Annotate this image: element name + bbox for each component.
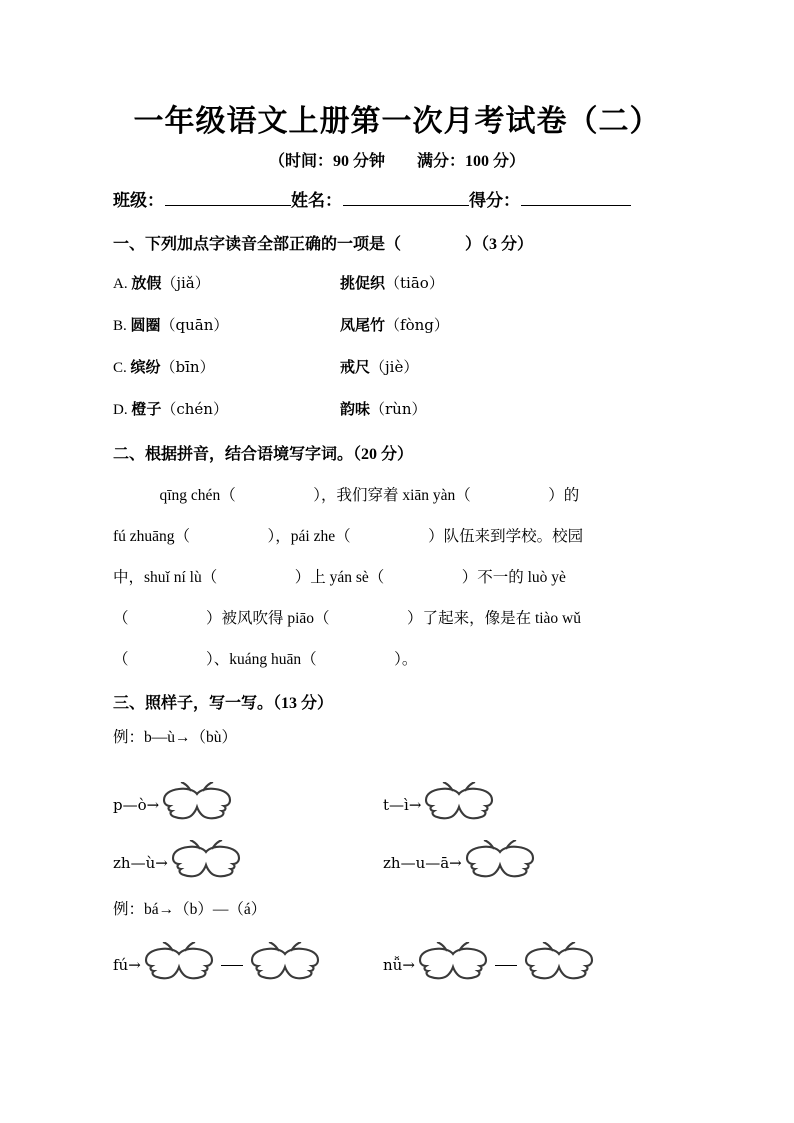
score-field-blank[interactable] bbox=[521, 205, 631, 206]
option-d-right-word: 韵味 bbox=[340, 402, 371, 418]
section2-line-4[interactable]: （ ）被风吹得 piāo（ ）了起来，像是在 tiào wǔ bbox=[113, 610, 581, 627]
option-d[interactable] bbox=[113, 398, 228, 419]
section2-line-5[interactable]: （ ）、kuáng huān（ ）。 bbox=[113, 651, 418, 668]
section2-line-2[interactable]: fú zhuāng（ ），pái zhe（ ）队伍来到学校。校园 bbox=[113, 528, 584, 545]
write-item-zhu[interactable] bbox=[113, 840, 242, 886]
option-b-key: B. bbox=[113, 318, 127, 334]
write-item-zhua-lead: zh—u—ā→ bbox=[383, 854, 462, 872]
page-title: 一年级语文上册第一次月考试卷（二） bbox=[133, 105, 661, 138]
option-b-left-word: 圆圈 bbox=[130, 318, 161, 334]
option-c-left-pinyin: （bīn） bbox=[160, 358, 215, 376]
write-item-po-lead: p—ò→ bbox=[113, 796, 160, 814]
option-c-right-word: 戒尺 bbox=[340, 360, 371, 376]
option-a-right-word: 挑促织 bbox=[340, 276, 386, 292]
option-c[interactable] bbox=[113, 356, 215, 377]
butterfly-outline-icon[interactable] bbox=[464, 840, 536, 886]
butterfly-outline-icon[interactable] bbox=[170, 840, 242, 886]
option-c-left-word: 缤纷 bbox=[130, 360, 161, 376]
section3-heading: 三、照样子，写一写。（13 分） bbox=[113, 695, 334, 712]
name-field-label: 姓名： bbox=[291, 191, 342, 210]
option-a-right[interactable] bbox=[340, 272, 444, 293]
write-item-zhua[interactable] bbox=[383, 840, 536, 886]
butterfly-outline-icon[interactable] bbox=[523, 942, 595, 988]
butterfly-outline-icon[interactable] bbox=[417, 942, 489, 988]
write-item-nv-lead: nǚ→ bbox=[383, 956, 415, 974]
option-a-right-pinyin: （tiāo） bbox=[385, 274, 444, 292]
write-item-fu[interactable] bbox=[113, 942, 321, 988]
class-field-blank[interactable] bbox=[165, 205, 291, 206]
option-d-right[interactable] bbox=[340, 398, 427, 419]
option-d-right-pinyin: （rùn） bbox=[370, 400, 427, 418]
write-item-po[interactable] bbox=[113, 782, 233, 828]
option-b-right-pinyin: （fòng） bbox=[385, 316, 449, 334]
write-item-nv[interactable] bbox=[383, 942, 595, 988]
pair-separator-dash bbox=[221, 965, 243, 966]
butterfly-outline-icon[interactable] bbox=[423, 782, 495, 828]
option-a-left-word: 放假 bbox=[131, 276, 162, 292]
section2-heading: 二、根据拼音，结合语境写字词。（20 分） bbox=[113, 446, 414, 463]
butterfly-outline-icon[interactable] bbox=[161, 782, 233, 828]
option-a-key: A. bbox=[113, 276, 128, 292]
write-item-zhu-lead: zh—ù→ bbox=[113, 854, 168, 872]
name-field-blank[interactable] bbox=[343, 205, 469, 206]
class-field-label: 班级： bbox=[113, 191, 164, 210]
option-c-key: C. bbox=[113, 360, 127, 376]
option-c-right-pinyin: （jiè） bbox=[370, 358, 419, 376]
option-b-right[interactable] bbox=[340, 314, 449, 335]
section2-line-1[interactable]: qīng chén（ ），我们穿着 xiān yàn（ ）的 bbox=[113, 487, 580, 504]
option-b[interactable] bbox=[113, 314, 228, 335]
butterfly-outline-icon[interactable] bbox=[143, 942, 215, 988]
section1-heading: 一、下列加点字读音全部正确的一项是（ ）（3 分） bbox=[113, 236, 534, 253]
write-item-ti-lead: t—ì→ bbox=[383, 796, 422, 814]
write-item-ti[interactable] bbox=[383, 782, 495, 828]
option-a-left-pinyin: （jiǎ） bbox=[161, 274, 210, 292]
pair-separator-dash bbox=[495, 965, 517, 966]
option-d-left-word: 橙子 bbox=[131, 402, 162, 418]
option-b-right-word: 凤尾竹 bbox=[340, 318, 386, 334]
option-d-key: D. bbox=[113, 402, 128, 418]
option-b-left-pinyin: （quān） bbox=[160, 316, 229, 334]
section3-example-2: 例：bá→（b）—（á） bbox=[113, 901, 267, 918]
butterfly-outline-icon[interactable] bbox=[249, 942, 321, 988]
section2-line-3[interactable]: 中，shuǐ ní lù（ ）上 yán sè（ ）不一的 luò yè bbox=[113, 569, 566, 586]
exam-subtitle: （时间：90 分钟 满分：100 分） bbox=[268, 153, 525, 170]
score-field-label: 得分： bbox=[469, 191, 520, 210]
student-info-line bbox=[113, 186, 683, 211]
section3-example-1: 例：b—ù→（bù） bbox=[113, 729, 238, 746]
write-item-fu-lead: fú→ bbox=[113, 956, 141, 974]
option-a[interactable] bbox=[113, 272, 210, 293]
option-d-left-pinyin: （chén） bbox=[161, 400, 228, 418]
option-c-right[interactable] bbox=[340, 356, 418, 377]
